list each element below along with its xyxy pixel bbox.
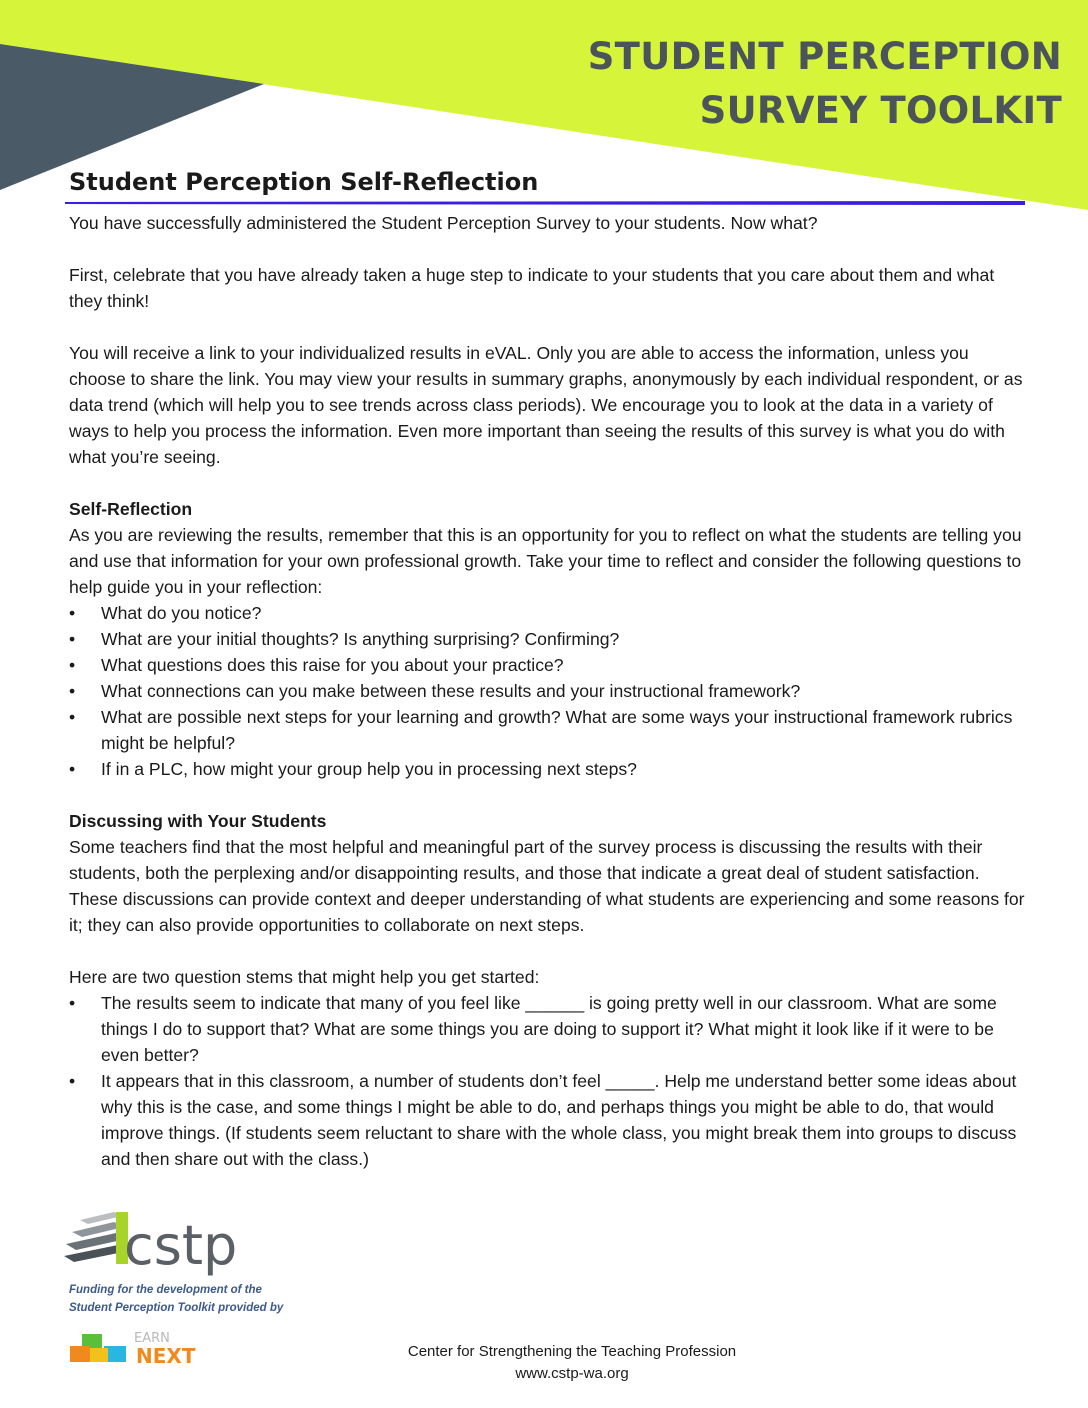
learnnext-logo-bottom: NEXT xyxy=(136,1344,196,1368)
self-reflection-paragraph: As you are reviewing the results, remember that this is an opportunity for you to reflect on what the students are telling you and use that information for your own professional growth. Take your time to reflect and consider the following questions to help guide you in your reflection: xyxy=(69,525,1022,597)
discussing-heading: Discussing with Your Students xyxy=(69,811,327,831)
funding-note xyxy=(69,1282,283,1317)
footer-org: Center for Strengthening the Teaching Profession xyxy=(407,1343,737,1360)
list-item: • What are your initial thoughts? Is anything surprising? Confirming? xyxy=(69,626,1029,652)
list-item: • It appears that in this classroom, a number of students don’t feel _____. Help me understand better some ideas about why this is the case, and some things I might be able to do, and perhaps things you might be able to do, that would improve things. (If students seem reluctant to share with the whole class, you might break them into groups to discuss and then share out with the class.) xyxy=(69,1068,1029,1172)
discussing-paragraph: Some teachers find that the most helpful and meaningful part of the survey process is discussing the results with their students, both the perplexing and/or disappointing results, and those that indicate a great deal of student satisfaction. These discussions can provide context and deeper understanding of what students are experiencing and some reasons for it; they can also provide opportunities to collaborate on next steps. xyxy=(69,837,1025,935)
toolkit-title-line2: SURVEY TOOLKIT xyxy=(699,89,1062,132)
self-reflection-heading: Self-Reflection xyxy=(69,499,193,519)
footer xyxy=(350,1341,794,1384)
results-paragraph: You will receive a link to your individualized results in eVAL. Only you are able to access the information, unless you choose to share the link. You may view your results in summary graphs, anonymously by each individual respondent, or as data trend (which will help you to see trends across class periods). We encourage you to look at the data in a variety of ways to help you process the information. Even more important than seeing the results of this survey is what you do with what you’re seeing. xyxy=(69,343,1023,467)
list-item: • If in a PLC, how might your group help you in processing next steps? xyxy=(69,756,1029,782)
celebrate-paragraph: First, celebrate that you have already taken a huge step to indicate to your students that you care about them and what they think! xyxy=(69,265,995,311)
title-underline xyxy=(65,201,1025,205)
toolkit-title xyxy=(588,30,1062,138)
list-item: • What questions does this raise for you about your practice? xyxy=(69,652,1029,678)
list-item: • The results seem to indicate that many of you feel like ______ is going pretty well in our classroom. What are some things I do to support that? What are some things you are doing to support it? What might it look like if it were to be even better? xyxy=(69,990,1029,1068)
document-body xyxy=(69,210,1029,1172)
list-item: • What connections can you make between these results and your instructional framework? xyxy=(69,678,1029,704)
learnnext-logo xyxy=(68,1328,208,1370)
intro-paragraph: You have successfully administered the Student Perception Survey to your students. Now what? xyxy=(69,213,818,233)
toolkit-title-line1: STUDENT PERCEPTION xyxy=(587,35,1062,78)
reflection-questions-list xyxy=(69,600,1029,782)
cstp-logo xyxy=(62,1206,237,1282)
cstp-logo-text: cstp xyxy=(124,1214,237,1277)
list-item: • What are possible next steps for your learning and growth? What are some ways your instructional framework rubrics might be helpful? xyxy=(69,704,1029,756)
footer-url: www.cstp-wa.org xyxy=(515,1364,629,1382)
page-title: Student Perception Self-Reflection xyxy=(69,168,539,196)
funding-line1: Funding for the development of the xyxy=(69,1284,262,1296)
question-stems-list xyxy=(69,990,1029,1172)
stems-intro: Here are two question stems that might help you get started: xyxy=(69,967,540,987)
list-item: • What do you notice? xyxy=(69,600,1029,626)
learnnext-logo-top: EARN xyxy=(134,1331,170,1346)
funding-line2: Student Perception Toolkit provided by xyxy=(69,1301,284,1314)
